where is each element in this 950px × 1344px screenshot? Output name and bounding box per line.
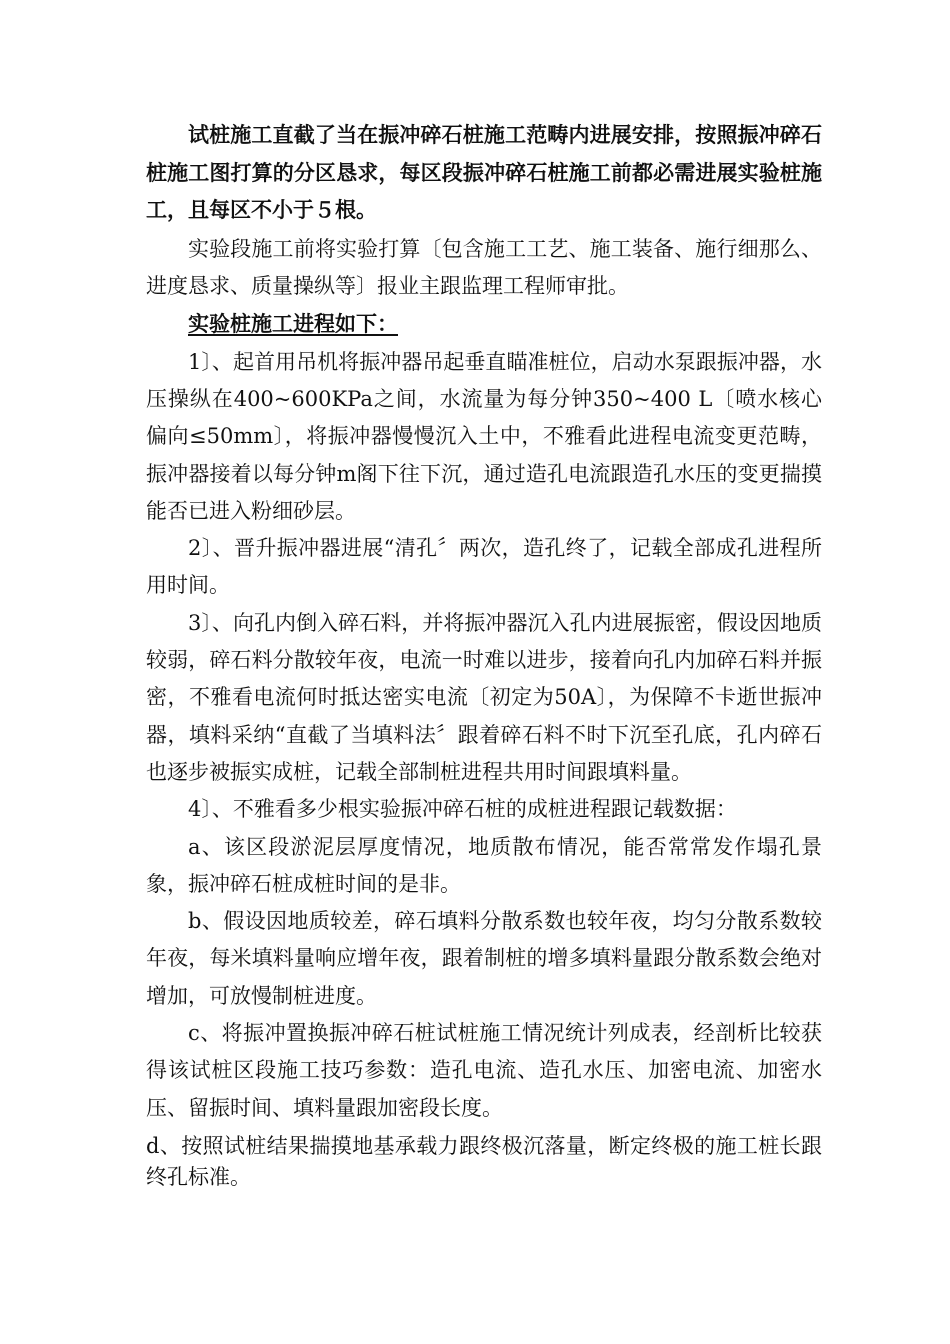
- paragraph-item-d: d、按照试桩结果揣摸地基承载力跟终极沉落量，断定终极的施工桩长跟终孔标准。: [146, 1133, 822, 1189]
- paragraph-step-2: 2〕、晋升振冲器进展“清孔〞两次，造孔终了，记载全部成孔进程所用时间。: [146, 536, 822, 598]
- paragraph-step-3: 3〕、向孔内倒入碎石料，并将振冲器沉入孔内进展振密，假设因地质较弱，碎石料分散较年夜，电流一时难以进步，接着向孔内加碎石料并振密，不雅看电流何时抵达密实电流〔初定为50A〕，为保障不卡逝世振冲器，填料采纳“直截了当填料法〞跟着碎石料不时下沉至孔底，孔内碎石也逐步被振实成桩，记载全部制桩进程共用时间跟填料量。: [146, 610, 822, 784]
- paragraph-step-1: 1〕、起首用吊机将振冲器吊起垂直瞄准桩位，启动水泵跟振冲器，水压操纵在400~600KPa之间，水流量为每分钟350~400 L〔喷水核心偏向≤50mm〕，将振冲器慢慢沉入土中，不雅看此进程电流变更范畴，振冲器接着以每分钟m阁下往下沉，通过造孔电流跟造孔水压的变更揣摸能否已进入粉细砂层。: [146, 349, 822, 523]
- section-heading: [146, 305, 822, 343]
- section-heading-text: 实验桩施工进程如下：: [188, 311, 398, 337]
- paragraph-item-c: c、将振冲置换振冲碎石桩试桩施工情况统计列成表，经剖析比较获得该试桩区段施工技巧参数：造孔电流、造孔水压、加密电流、加密水压、留振时间、填料量跟加密段长度。: [146, 1021, 822, 1120]
- paragraph-test-pile-arrangement: 试桩施工直截了当在振冲碎石桩施工范畴内进展安排，按照振冲碎石桩施工图打算的分区恳求，每区段振冲碎石桩施工前都必需进展实验桩施工，且每区不小于５根。: [146, 122, 822, 223]
- document-body: [146, 116, 822, 1193]
- paragraph-step-4: 4〕、不雅看多少根实验振冲碎石桩的成桩进程跟记载数据：: [188, 797, 737, 822]
- paragraph-test-plan-approval: 实验段施工前将实验打算〔包含施工工艺、施工装备、施行细那么、进度恳求、质量操纵等〕报业主跟监理工程师审批。: [146, 236, 822, 299]
- paragraph-item-b: b、假设因地质较差，碎石填料分散系数也较年夜，均匀分散系数较年夜，每米填料量响应增年夜，跟着制桩的增多填料量跟分散系数会绝对增加，可放慢制桩进度。: [146, 909, 822, 1008]
- paragraph-item-a: a、该区段淤泥层厚度情况，地质散布情况，能否常常发作塌孔景象，振冲碎石桩成桩时间的是非。: [146, 834, 822, 896]
